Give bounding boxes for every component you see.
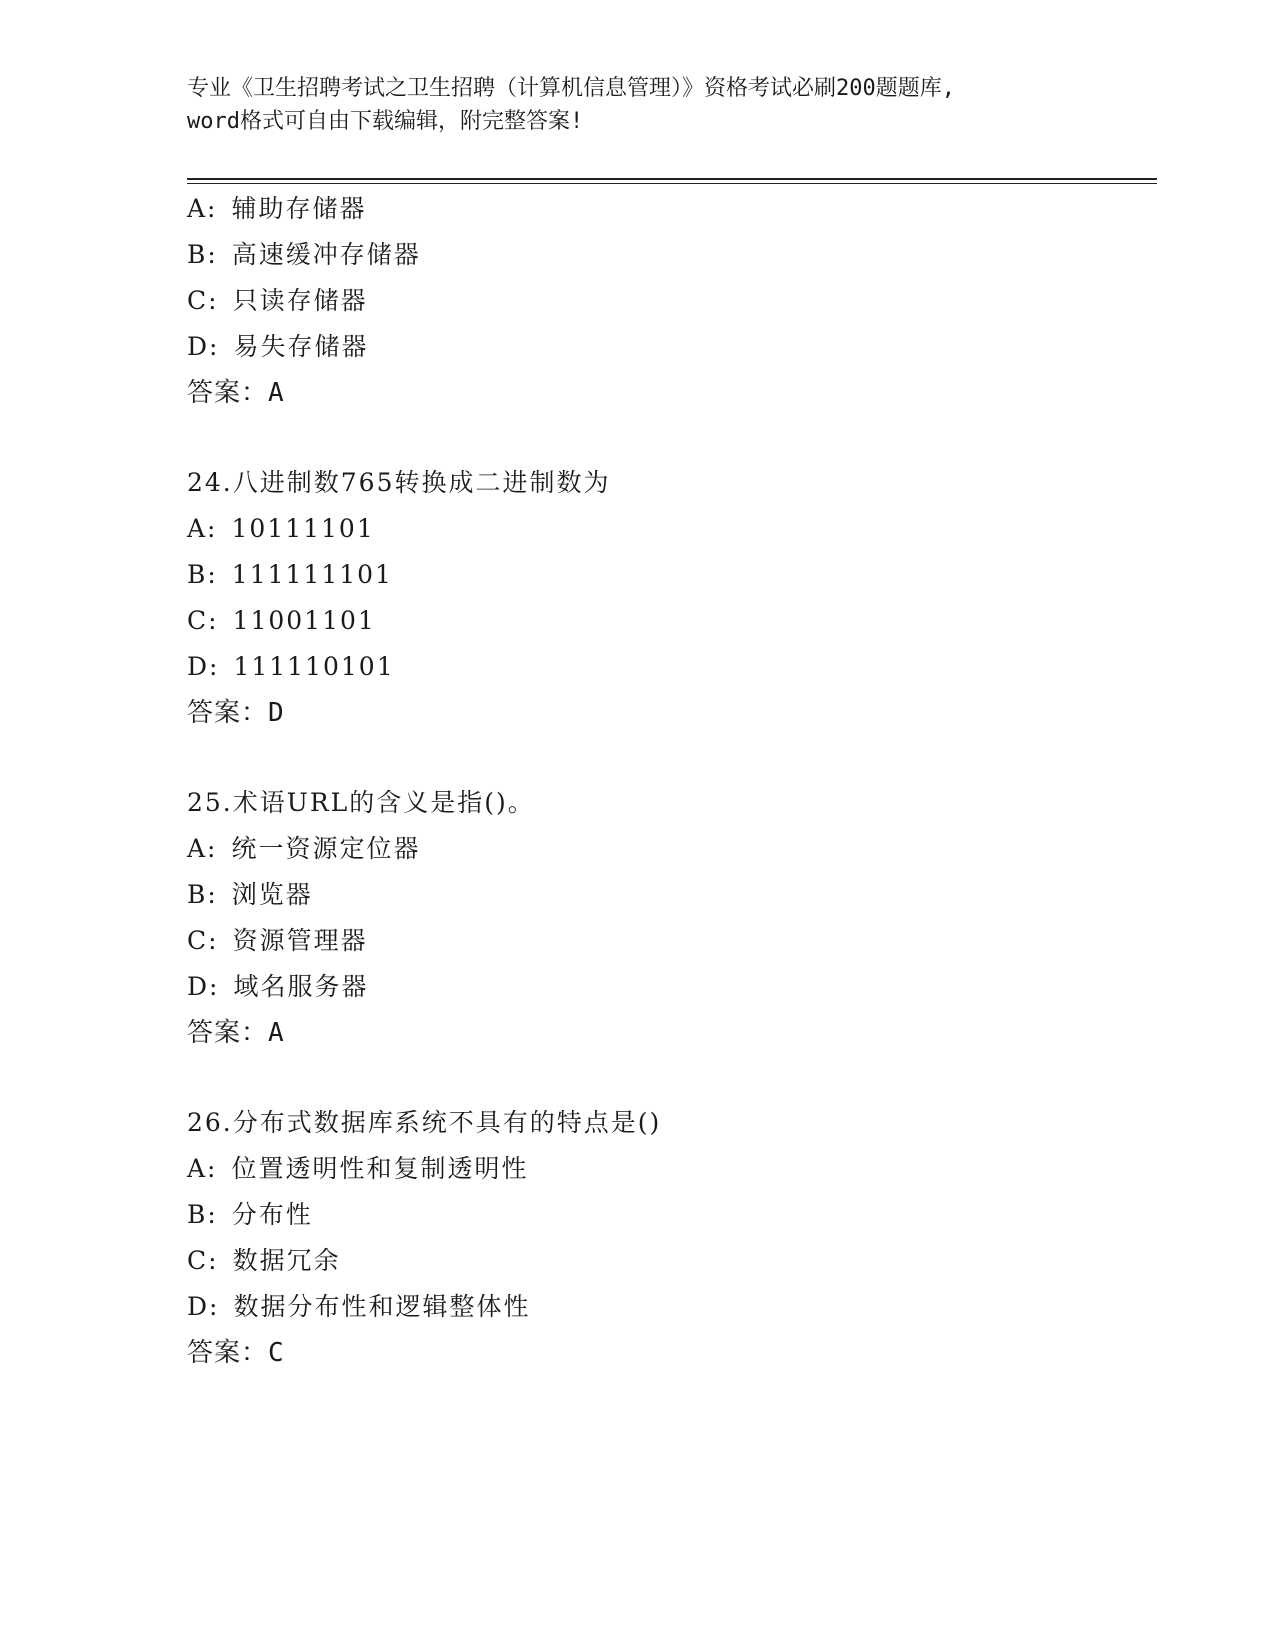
option-letter: B: [187,1200,218,1229]
option-d [187,964,1147,1010]
option-text: 浏览器 [231,880,313,909]
answer-line: 答案：D [187,698,285,728]
option-text: 数据冗余 [232,1246,341,1275]
header-title-line: 专业《卫生招聘考试之卫生招聘（计算机信息管理）》资格考试必刷200题题库, [187,76,955,101]
option-text: 资源管理器 [232,926,368,955]
option-b [187,1192,1147,1238]
option-letter: A: [187,1154,218,1183]
question-block-26 [187,1100,1147,1376]
option-text: 高速缓冲存储器 [231,240,421,269]
option-text: 域名服务器 [233,972,369,1001]
question-stem: 24.八进制数765转换成二进制数为 [187,468,611,497]
document-header [187,72,1087,138]
option-text: 只读存储器 [232,286,368,315]
option-letter: D: [187,652,220,681]
question-stem: 26.分布式数据库系统不具有的特点是() [187,1108,662,1137]
question-list [187,186,1147,1376]
question-block-25 [187,780,1147,1056]
answer-line: 答案：A [187,378,285,408]
option-letter: A: [187,514,218,543]
option-d [187,644,1147,690]
option-c [187,1238,1147,1284]
option-text: 111110101 [233,652,395,681]
option-b [187,232,1147,278]
answer-line: 答案：A [187,1018,285,1048]
option-b [187,872,1147,918]
option-text: 统一资源定位器 [231,834,421,863]
option-letter: D: [187,972,220,1001]
option-a [187,186,1147,232]
option-text: 分布性 [231,1200,313,1229]
header-divider [187,178,1157,184]
option-letter: A: [187,834,218,863]
option-text: 位置透明性和复制透明性 [231,1154,529,1183]
option-letter: C: [187,286,219,315]
header-subtitle-line: word格式可自由下载编辑，附完整答案! [187,109,584,134]
option-text: 11001101 [232,606,376,635]
option-d [187,1284,1147,1330]
option-c [187,918,1147,964]
option-a [187,1146,1147,1192]
option-letter: B: [187,880,218,909]
option-text: 辅助存储器 [231,194,367,223]
option-c [187,278,1147,324]
option-text: 数据分布性和逻辑整体性 [233,1292,531,1321]
option-letter: D: [187,332,220,361]
option-letter: C: [187,606,219,635]
question-stem: 25.术语URL的含义是指()。 [187,788,535,817]
option-c [187,598,1147,644]
question-block-24 [187,460,1147,736]
option-text: 111111101 [231,560,393,589]
option-letter: C: [187,1246,219,1275]
option-letter: C: [187,926,219,955]
answer-line: 答案：C [187,1338,285,1368]
option-b [187,552,1147,598]
option-text: 易失存储器 [233,332,369,361]
option-letter: B: [187,560,218,589]
option-a [187,826,1147,872]
option-a [187,506,1147,552]
question-block-23 [187,186,1147,416]
option-letter: D: [187,1292,220,1321]
option-text: 10111101 [231,514,375,543]
option-d [187,324,1147,370]
option-letter: B: [187,240,218,269]
option-letter: A: [187,194,218,223]
